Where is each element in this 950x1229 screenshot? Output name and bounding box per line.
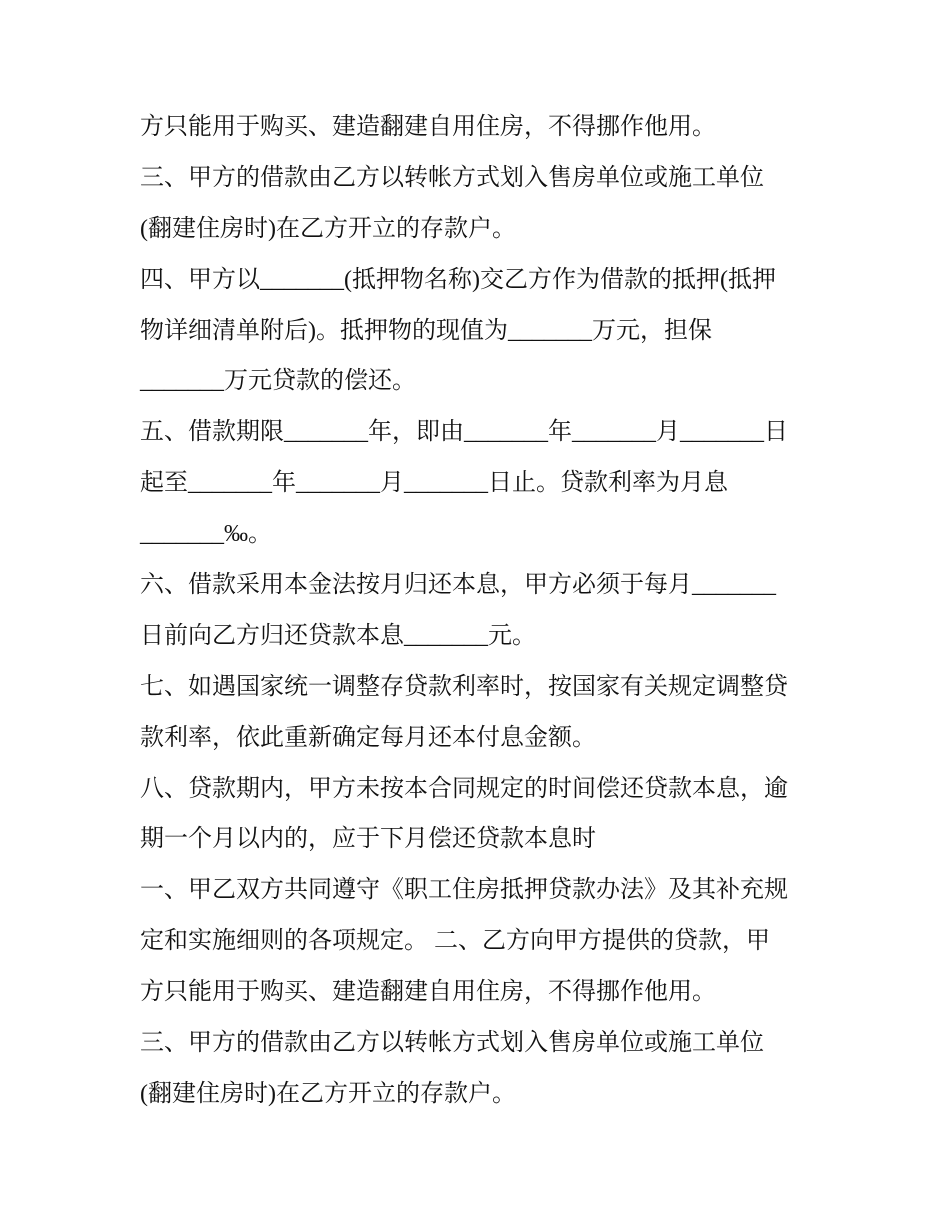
text-line: 三、甲方的借款由乙方以转帐方式划入售房单位或施工单位 bbox=[140, 164, 764, 191]
text-line: (翻建住房时)在乙方开立的存款户。 bbox=[140, 1080, 516, 1107]
text-line: 方只能用于购买、建造翻建自用住房，不得挪作他用。 bbox=[140, 979, 716, 1006]
text-line: 三、甲方的借款由乙方以转帐方式划入售房单位或施工单位 bbox=[140, 1030, 764, 1057]
text-line: 五、借款期限_______年，即由_______年_______月_______日 bbox=[140, 419, 788, 446]
text-line: _______万元贷款的偿还。 bbox=[140, 368, 416, 395]
text-line: 七、如遇国家统一调整存贷款利率时，按国家有关规定调整贷 bbox=[140, 673, 788, 700]
text-line: 款利率，依此重新确定每月还本付息金额。 bbox=[140, 724, 596, 751]
text-line: 物详细清单附后)。抵押物的现值为_______万元，担保 bbox=[140, 317, 712, 344]
text-line: 四、甲方以_______(抵押物名称)交乙方作为借款的抵押(抵押 bbox=[140, 266, 776, 293]
text-line: 方只能用于购买、建造翻建自用住房，不得挪作他用。 bbox=[140, 114, 716, 140]
text-line: 一、甲乙双方共同遵守《职工住房抵押贷款办法》及其补充规 bbox=[140, 877, 788, 904]
text-line: 六、借款采用本金法按月归还本息，甲方必须于每月_______ bbox=[140, 572, 776, 599]
text-line: 八、贷款期内，甲方未按本合同规定的时间偿还贷款本息，逾 bbox=[140, 775, 788, 802]
text-line: (翻建住房时)在乙方开立的存款户。 bbox=[140, 215, 516, 242]
document-body bbox=[140, 102, 830, 1120]
text-line: 起至_______年_______月_______日止。贷款利率为月息 bbox=[140, 470, 728, 497]
text-line: 日前向乙方归还贷款本息_______元。 bbox=[140, 622, 536, 649]
text-line: 定和实施细则的各项规定。 二、乙方向甲方提供的贷款，甲 bbox=[140, 928, 770, 955]
text-line: 期一个月以内的，应于下月偿还贷款本息时 bbox=[140, 826, 596, 853]
text-line: _______‰。 bbox=[140, 521, 272, 548]
